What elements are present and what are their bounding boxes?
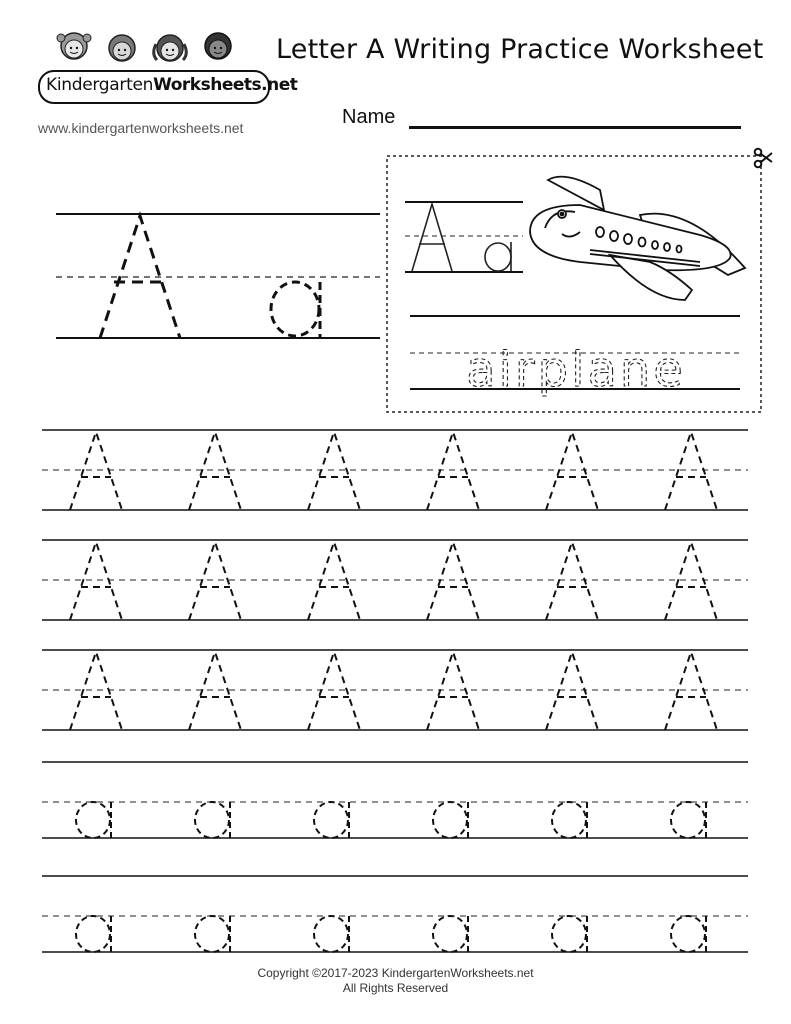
trace-lowercase-letter[interactable] xyxy=(552,802,587,838)
trace-uppercase-letter[interactable] xyxy=(189,542,241,620)
trace-uppercase-letter[interactable] xyxy=(189,432,241,510)
trace-lowercase-letter[interactable] xyxy=(76,916,111,952)
trace-lowercase-letter[interactable] xyxy=(314,916,349,952)
trace-uppercase-letter[interactable] xyxy=(189,652,241,730)
model-letter-guides xyxy=(56,214,380,338)
trace-lowercase-letter[interactable] xyxy=(195,916,230,952)
trace-lowercase-letter[interactable] xyxy=(314,802,349,838)
footer xyxy=(0,966,791,996)
scissors-icon[interactable] xyxy=(755,149,772,168)
trace-lowercase-letter[interactable] xyxy=(433,802,468,838)
practice-rows xyxy=(42,430,748,952)
card-word: airplane xyxy=(466,342,686,398)
rights-text: All Rights Reserved xyxy=(342,981,449,995)
name-label: Name xyxy=(342,106,396,128)
picture-card[interactable] xyxy=(387,149,772,412)
trace-uppercase-letter[interactable] xyxy=(308,542,360,620)
trace-uppercase-letter[interactable] xyxy=(70,432,122,510)
trace-uppercase-letter[interactable] xyxy=(546,652,598,730)
airplane-icon xyxy=(530,177,745,300)
trace-uppercase-letter[interactable] xyxy=(427,652,479,730)
trace-uppercase-letter[interactable] xyxy=(665,652,717,730)
logo-text-light: Kindergarten xyxy=(46,75,154,95)
trace-uppercase-letter[interactable] xyxy=(308,652,360,730)
logo-text-bold: Worksheets.net xyxy=(153,75,298,95)
model-lowercase-letter xyxy=(271,282,320,338)
copyright-text: Copyright ©2017-2023 KindergartenWorksheets.net xyxy=(257,966,534,980)
trace-uppercase-letter[interactable] xyxy=(427,432,479,510)
trace-uppercase-letter[interactable] xyxy=(308,432,360,510)
trace-lowercase-letter[interactable] xyxy=(671,916,706,952)
trace-uppercase-letter[interactable] xyxy=(665,542,717,620)
page-title: Letter A Writing Practice Worksheet xyxy=(276,34,764,65)
trace-uppercase-letter[interactable] xyxy=(546,432,598,510)
site-url: www.kindergartenworksheets.net xyxy=(38,120,244,136)
card-letters xyxy=(412,204,511,271)
trace-uppercase-letter[interactable] xyxy=(665,432,717,510)
trace-lowercase-letter[interactable] xyxy=(671,802,706,838)
trace-uppercase-letter[interactable] xyxy=(546,542,598,620)
trace-lowercase-letter[interactable] xyxy=(195,802,230,838)
trace-lowercase-letter[interactable] xyxy=(433,916,468,952)
trace-uppercase-letter[interactable] xyxy=(427,542,479,620)
trace-uppercase-letter[interactable] xyxy=(70,542,122,620)
trace-lowercase-letter[interactable] xyxy=(76,802,111,838)
trace-lowercase-letter[interactable] xyxy=(552,916,587,952)
trace-uppercase-letter[interactable] xyxy=(70,652,122,730)
